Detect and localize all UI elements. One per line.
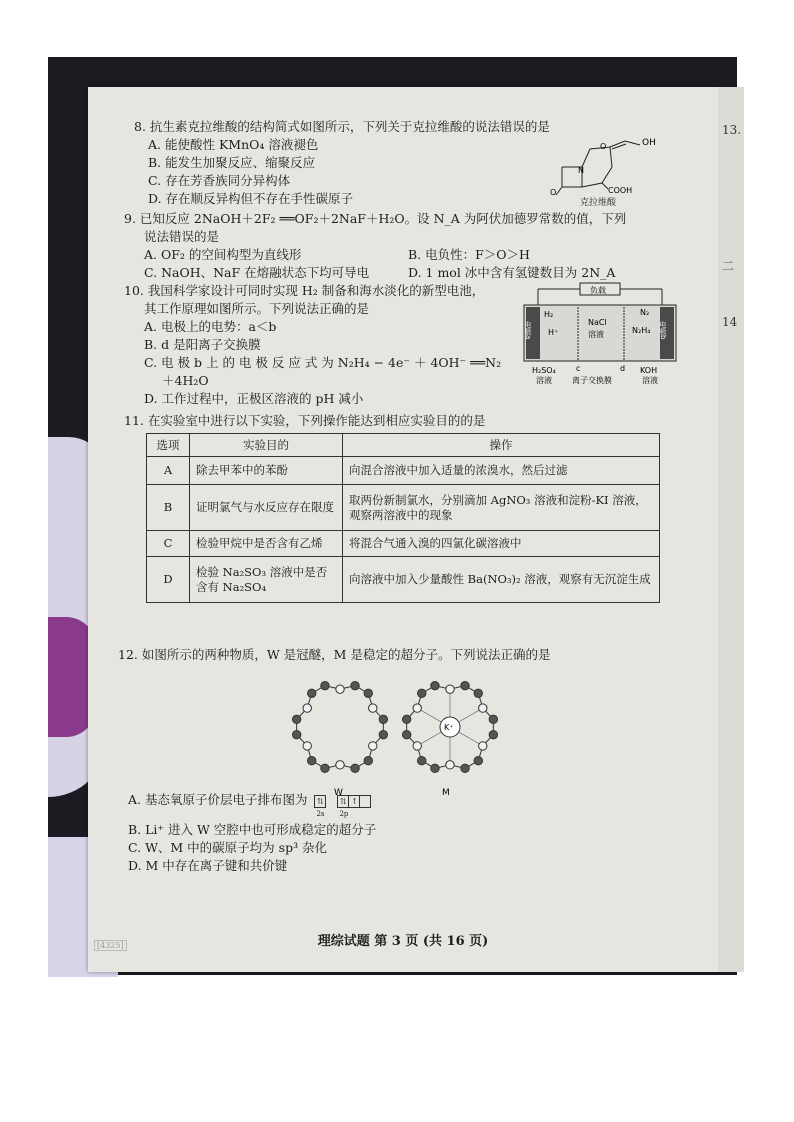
carbon-atom — [364, 689, 372, 697]
h2so4-label: H₂SO₄ — [532, 366, 556, 375]
oxygen-atom — [413, 704, 421, 712]
membrane-label: 离子交换膜 — [572, 376, 612, 385]
oxygen-atom — [479, 704, 487, 712]
carbon-atom — [321, 681, 329, 689]
orbital-box: ⇅ — [337, 795, 349, 808]
q10-stem-line1: 10. 我国科学家设计可同时实现 H₂ 制备和海水淡化的新型电池， — [124, 283, 485, 298]
carbon-atom — [461, 681, 469, 689]
oxygen-atom — [413, 742, 421, 750]
option-cell: D — [147, 557, 190, 603]
oxygen-atom — [303, 704, 311, 712]
carbon-atom — [292, 730, 300, 738]
col-header: 选项 — [147, 434, 190, 457]
operation-cell: 取两份新制氯水，分别滴加 AgNO₃ 溶液和淀粉-KI 溶液，观察两溶液中的现象 — [343, 485, 660, 531]
q10-option-d: D. 工作过程中，正极区溶液的 pH 减小 — [144, 391, 364, 406]
carbon-atom — [418, 689, 426, 697]
purpose-cell: 除去甲苯中的苯酚 — [190, 457, 343, 485]
q10-option-c-line1: C. 电 极 b 上 的 电 极 反 应 式 为 N₂H₄ − 4e⁻ ＋ 4OH⁻ ══N₂ — [144, 355, 502, 370]
table-row — [147, 485, 660, 531]
q12-option-b: B. Li⁺ 进入 W 空腔中也可形成稳定的超分子 — [128, 822, 377, 837]
q12-option-a-text: A. 基态氧原子价层电子排布图为 — [128, 792, 308, 807]
electrode-a-label: 电极a — [524, 321, 532, 340]
kplus-label: K⁺ — [444, 723, 454, 732]
structure-caption: 克拉维酸 — [580, 198, 617, 208]
q11-stem: 11. 在实验室中进行以下实验，下列操作能达到相应实验目的的是 — [124, 413, 486, 428]
w-label: W — [334, 788, 343, 798]
carbon-atom — [431, 764, 439, 772]
ring-bond — [297, 686, 384, 769]
n-label: N — [578, 166, 584, 175]
battery-diagram — [520, 283, 680, 389]
o-carbonyl-label: O — [550, 188, 557, 197]
q9-option-a: A. OF₂ 的空间构型为直线形 — [144, 247, 302, 262]
oxygen-atom — [336, 761, 344, 769]
option-cell: C — [147, 531, 190, 557]
o-ring-label: O — [600, 142, 607, 151]
carbon-atom — [402, 730, 410, 738]
2s-label: 2s — [316, 809, 325, 818]
crown-ether-figure — [284, 669, 524, 797]
q10-option-b: B. d 是阳离子交换膜 — [144, 337, 261, 352]
table-header-row — [147, 434, 660, 457]
left-solution-label: 溶液 — [536, 376, 552, 385]
operation-cell: 将混合气通入溴的四氯化碳溶液中 — [343, 531, 660, 557]
oxygen-atom — [369, 704, 377, 712]
hplus-label: H⁺ — [548, 328, 559, 337]
orbital-diagram — [315, 793, 371, 818]
q12-option-c: C. W、M 中的碳原子均为 sp³ 杂化 — [128, 840, 328, 855]
q12-option-a — [128, 792, 371, 818]
carbon-atom — [379, 730, 387, 738]
carbon-atom — [379, 715, 387, 723]
edge-label: 二 — [722, 259, 735, 273]
q9-stem-line1: 9. 已知反应 2NaOH＋2F₂ ══OF₂＋2NaF＋H₂O。设 N_A 为阿伏加德罗常数的值，下列 — [124, 211, 627, 226]
option-cell: A — [147, 457, 190, 485]
exam-page — [88, 87, 742, 972]
q10-option-c-line2: ＋4H₂O — [162, 373, 209, 388]
carbon-atom — [308, 757, 316, 765]
carbon-atom — [461, 764, 469, 772]
edge-label: 14 — [722, 315, 738, 329]
carbon-atom — [489, 730, 497, 738]
carbon-atom — [474, 757, 482, 765]
load-label: 负载 — [590, 286, 606, 295]
oxygen-atom — [369, 742, 377, 750]
q8-option-b: B. 能发生加聚反应、缩聚反应 — [148, 155, 316, 170]
carbon-atom — [364, 757, 372, 765]
right-solution-label: 溶液 — [642, 376, 658, 385]
carbon-atom — [308, 689, 316, 697]
carbon-atom — [431, 681, 439, 689]
table-row — [147, 457, 660, 485]
oh-label: OH — [642, 138, 656, 148]
photo-background — [48, 57, 742, 975]
orbital-box: ⇅ — [314, 795, 326, 808]
carbon-atom — [351, 681, 359, 689]
h2-label: H₂ — [544, 310, 554, 319]
purpose-cell: 检验甲烷中是否含有乙烯 — [190, 531, 343, 557]
carbon-atom — [489, 715, 497, 723]
col-header: 实验目的 — [190, 434, 343, 457]
2p-label: 2p — [339, 809, 349, 818]
operation-cell: 向混合溶液中加入适量的浓溴水，然后过滤 — [343, 457, 660, 485]
carbon-atom — [321, 764, 329, 772]
q8-stem: 8. 抗生素克拉维酸的结构简式如图所示，下列关于克拉维酸的说法错误的是 — [134, 119, 550, 134]
table-row — [147, 557, 660, 603]
page-footer: 理综试题 第 3 页 (共 16 页) — [317, 934, 489, 949]
q8-option-d: D. 存在顺反异构但不存在手性碳原子 — [148, 191, 354, 206]
oxygen-atom — [479, 742, 487, 750]
oxygen-atom — [446, 685, 454, 693]
carbon-atom — [292, 715, 300, 723]
nacl-label: NaCl — [588, 318, 607, 327]
q8-option-a: A. 能使酸性 KMnO₄ 溶液褪色 — [148, 137, 319, 152]
q12-option-d: D. M 中存在离子键和共价键 — [128, 858, 288, 873]
orbital-box — [359, 795, 371, 808]
operation-cell: 向溶液中加入少量酸性 Ba(NO₃)₂ 溶液，观察有无沉淀生成 — [343, 557, 660, 603]
carbon-atom — [351, 764, 359, 772]
next-page-edge — [718, 87, 744, 972]
orbital-box: ↑ — [348, 795, 360, 808]
koh-label: KOH — [640, 366, 658, 375]
edge-label: 13. — [722, 123, 742, 137]
option-cell: B — [147, 485, 190, 531]
n2-label: N₂ — [640, 308, 650, 317]
q10-stem-line2: 其工作原理如图所示。下列说法正确的是 — [144, 301, 370, 316]
q9-stem-line2: 说法错误的是 — [144, 229, 220, 244]
q12-stem: 12. 如图所示的两种物质，W 是冠醚，M 是稳定的超分子。下列说法正确的是 — [118, 647, 551, 662]
experiment-table — [146, 433, 660, 603]
nacl-solution-label: 溶液 — [588, 330, 604, 339]
purpose-cell: 证明氯气与水反应存在限度 — [190, 485, 343, 531]
corner-stamp: [4325] — [94, 940, 127, 951]
carbon-atom — [474, 689, 482, 697]
q10-option-a: A. 电极上的电势：a＜b — [144, 319, 277, 334]
n2h4-label: N₂H₄ — [632, 326, 651, 335]
m-label: M — [442, 788, 450, 798]
q9-option-b: B. 电负性：F＞O＞H — [408, 247, 530, 262]
electrode-b-label: 电极b — [659, 321, 667, 340]
clavulanic-acid-structure — [550, 131, 670, 195]
oxygen-atom — [446, 761, 454, 769]
q9-option-c: C. NaOH、NaF 在熔融状态下均可导电 — [144, 265, 370, 280]
q9-option-d: D. 1 mol 冰中含有氢键数目为 2N_A — [408, 265, 616, 280]
purpose-cell: 检验 Na₂SO₃ 溶液中是否含有 Na₂SO₄ — [190, 557, 343, 603]
membrane-d-label: d — [620, 364, 626, 373]
table-row — [147, 531, 660, 557]
oxygen-atom — [336, 685, 344, 693]
carbon-atom — [402, 715, 410, 723]
q8-option-c: C. 存在芳香族同分异构体 — [148, 173, 291, 188]
cooh-label: COOH — [608, 186, 633, 195]
col-header: 操作 — [343, 434, 660, 457]
oxygen-atom — [303, 742, 311, 750]
membrane-c-label: c — [576, 364, 581, 373]
carbon-atom — [418, 757, 426, 765]
